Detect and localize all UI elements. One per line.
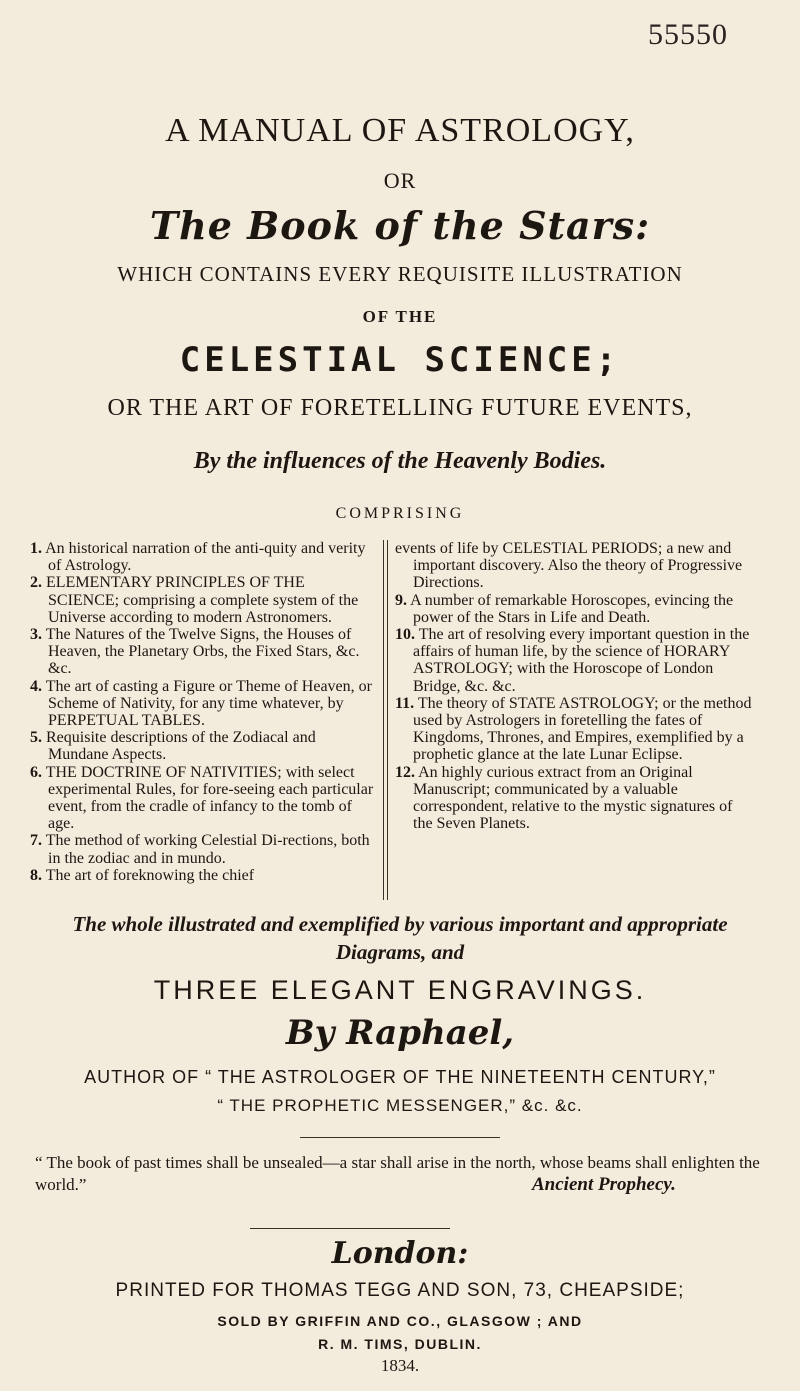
contents-item-number: 11.	[395, 694, 415, 712]
epigraph-source: Ancient Prophecy.	[532, 1174, 676, 1195]
imprint-city: London:	[331, 1236, 469, 1271]
comprising-heading: COMPRISING	[335, 505, 465, 522]
imprint-printer: PRINTED FOR THOMAS TEGG AND SON, 73, CHEAPSIDE;	[115, 1280, 685, 1301]
contents-item-number: 2.	[30, 574, 42, 592]
contents-item-text: THE DOCTRINE OF NATIVITIES; with select experimental Rules, for fore-seeing each particular event, from the cradle of infancy to the tomb of age.	[45, 763, 374, 833]
contents-item	[30, 867, 378, 884]
contents-item-number: 5.	[30, 729, 42, 747]
contents-item-text: Requisite descriptions of the Zodiacal and Mundane Aspects.	[46, 729, 316, 764]
contents-item-text: ELEMENTARY PRINCIPLES OF THE SCIENCE; comprising a complete system of the Universe according to modern Astronomers.	[46, 574, 359, 626]
contents-item	[395, 764, 755, 833]
contents-item-number: 6.	[30, 763, 42, 781]
contents-item-text: The art of casting a Figure or Theme of Heaven, or Scheme of Nativity, for any time whatever, by PERPETUAL TABLES.	[45, 677, 372, 730]
contents-item-number: 12.	[395, 763, 415, 781]
column-divider	[383, 540, 384, 900]
contents-item	[30, 574, 378, 626]
imprint-year: 1834.	[380, 1356, 420, 1375]
contents-item	[30, 626, 378, 678]
contents-item-text: events of life by CELESTIAL PERIODS; a new and important discovery. Also the theory of Progressive Directions.	[395, 540, 743, 592]
contents-item	[395, 540, 755, 592]
subtitle-foretelling: OR THE ART OF FORETELLING FUTURE EVENTS,	[107, 395, 693, 421]
imprint-dublin: R. M. TIMS, DUBLIN.	[318, 1336, 482, 1352]
contents-item	[30, 678, 378, 730]
author-credit-line-2: “ THE PROPHETIC MESSENGER,” &c. &c.	[217, 1096, 583, 1115]
contents-left-column	[30, 540, 378, 884]
main-title: A MANUAL OF ASTROLOGY,	[165, 112, 635, 149]
engravings-line: THREE ELEGANT ENGRAVINGS.	[153, 975, 647, 1005]
illustrated-line-2: Diagrams, and	[335, 940, 465, 964]
contents-item-text: An highly curious extract from an Original Manuscript; communicated by a valuable correspondent, relative to the mystic signatures of the Seven Planets.	[413, 763, 733, 833]
contents-item-number: 4.	[30, 677, 42, 695]
contents-item-text: The theory of STATE ASTROLOGY; or the method used by Astrologers in foretelling the fates of Kingdoms, Thrones, and Empires, exemplified by a prophetic glance at the late Lunar Eclipse.	[413, 694, 752, 764]
contents-item	[30, 729, 378, 763]
contents-item	[395, 695, 755, 764]
subtitle-which-contains: WHICH CONTAINS EVERY REQUISITE ILLUSTRATION	[117, 262, 683, 286]
author-name: By Raphael,	[285, 1013, 515, 1053]
contents-item-number: 10.	[395, 626, 415, 644]
subtitle-influences: By the influences of the Heavenly Bodies.	[193, 448, 607, 474]
contents-columns	[30, 540, 770, 910]
contents-item	[30, 764, 378, 833]
contents-item-text: A number of remarkable Horoscopes, evincing the power of the Stars in Life and Death.	[410, 591, 734, 626]
imprint-sold-by: SOLD BY GRIFFIN AND CO., GLASGOW ; AND	[217, 1313, 583, 1329]
contents-item-text: The method of working Celestial Di-rections, both in the zodiac and in mundo.	[45, 832, 370, 867]
contents-item	[30, 832, 378, 866]
contents-item-text: The art of resolving every important question in the affairs of human life, by the science of HORARY ASTROLOGY; with the Horoscope of London Bridge, &c. &c.	[413, 626, 750, 695]
contents-item-text: The Natures of the Twelve Signs, the Houses of Heaven, the Planetary Orbs, the Fixed Stars, &c. &c.	[45, 626, 360, 678]
column-divider	[387, 540, 388, 900]
divider-rule	[250, 1228, 450, 1229]
contents-right-column	[395, 540, 755, 832]
contents-item	[395, 592, 755, 626]
shelfmark: 55550	[648, 18, 728, 51]
subtitle-book-of-stars: The Book of the Stars:	[149, 203, 651, 248]
epigraph-quote: “ The book of past times shall be unsealed—a star shall arise in the north, whose beams shall enlighten the world.”	[35, 1153, 760, 1194]
title-or: OR	[383, 168, 417, 193]
contents-item	[30, 540, 378, 574]
contents-item-number: 3.	[30, 626, 42, 644]
contents-item-number: 8.	[30, 866, 42, 884]
contents-item	[395, 626, 755, 695]
contents-item-number: 1.	[30, 540, 42, 557]
divider-rule	[300, 1137, 500, 1138]
contents-item-text: An historical narration of the anti-quity and verity of Astrology.	[45, 540, 366, 575]
contents-item-text: The art of foreknowing the chief	[45, 866, 255, 884]
illustrated-line-1: The whole illustrated and exemplified by various important and appropriate	[72, 912, 728, 936]
contents-item-number: 7.	[30, 832, 42, 850]
contents-item-number: 9.	[395, 591, 407, 609]
subtitle-of-the: OF THE	[362, 307, 438, 326]
author-credit-line: AUTHOR OF “ THE ASTROLOGER OF THE NINETEENTH CENTURY,”	[84, 1067, 716, 1087]
subtitle-celestial-science: CELESTIAL SCIENCE;	[179, 340, 621, 380]
